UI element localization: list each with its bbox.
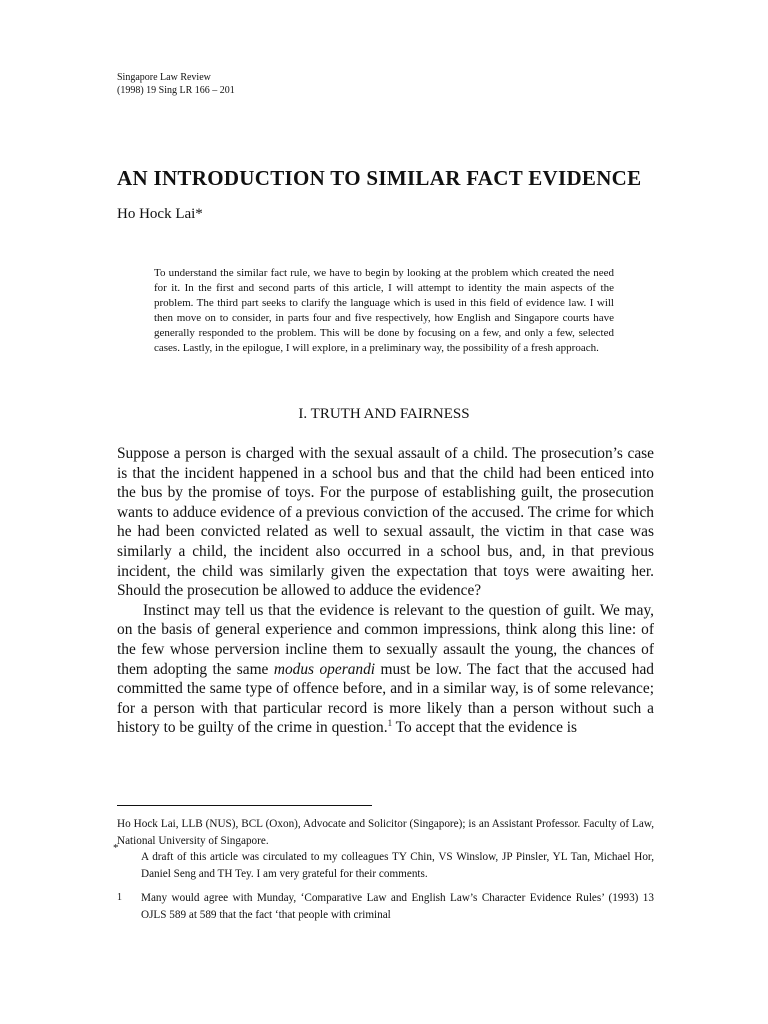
italic-term: modus operandi [273,660,376,678]
footnote-1-text: Many would agree with Munday, ‘Comparative Law and English Law’s Character Evidence Rules’ (1993) 13 OJLS 589 at 589 that the fact ‘that people with criminal [141,892,654,921]
section-number: I. [298,406,308,422]
body-paragraph-2 [117,601,654,738]
article-author: Ho Hock Lai* [117,206,203,222]
section-title: TRUTH AND FAIRNESS [310,406,470,422]
footnotes [117,816,654,923]
paragraph-2-part-a: Instinct may tell us that the evidence is relevant to the question of guilt. We may, on the basis of general experience and common impressions, think along this line: of the few whose perversion incline them to sexually assault the young, the chances of them adopting the same [117,601,654,678]
footnote-ref-1[interactable]: 1 [387,718,393,729]
abstract: To understand the similar fact rule, we have to begin by looking at the problem which created the need for it. In the first and second parts of this article, I will attempt to identity the main aspects of the problem. The third part seeks to clarify the language which is used in this field of evidence law. I will then move on to consider, in parts four and five respectively, how English and Singapore courts have generally responded to the problem. This will be done by focusing on a few, and only a few, selected cases. Lastly, in the epilogue, I will explore, in a preliminary way, the possibility of a fresh approach. [154,267,614,354]
article-title: AN INTRODUCTION TO SIMILAR FACT EVIDENCE [117,166,642,190]
running-header [117,72,235,97]
body-paragraph-1: Suppose a person is charged with the sexual assault of a child. The prosecution’s case is that the incident happened in a school bus and that the child had been enticed into the bus by the promise of toys. For the purpose of establishing guilt, the prosecution wants to adduce evidence of a previous conviction of the accused. The crime for which he had been convicted related as well to sexual assault, the victim in that case was similarly a child, the incident also occurred in a school bus, and, in that previous incident, the child was similarly given the expectation that toys were awaiting her. Should the prosecution be allowed to adduce the evidence? [117,445,654,600]
footnote-1 [117,890,654,923]
paragraph-2-part-b: must be low. The fact that the accused had committed the same type of offence before, and in a similar way, is of some relevance; for a person with that particular record is more likely than a person without such a history to be guilty of the crime in question. [117,660,654,737]
body-text [117,444,654,738]
footnote-1-number: 1 [117,892,122,903]
section-heading [0,406,768,423]
paragraph-2-part-c: To accept that the evidence is [395,719,578,737]
journal-citation: (1998) 19 Sing LR 166 – 201 [117,84,235,96]
author-note-marker: * [113,842,119,854]
author-note-1: Ho Hock Lai, LLB (NUS), BCL (Oxon), Advocate and Solicitor (Singapore); is an Assistant Professor. Faculty of Law, National University of Singapore. [117,818,654,847]
journal-name: Singapore Law Review [117,72,211,83]
author-note-2: A draft of this article was circulated to my colleagues TY Chin, VS Winslow, JP Pinsler, YL Tan, Michael Hor, Daniel Seng and TH Tey. I am very grateful for their comments. [141,851,654,880]
footnote-divider [117,805,372,806]
